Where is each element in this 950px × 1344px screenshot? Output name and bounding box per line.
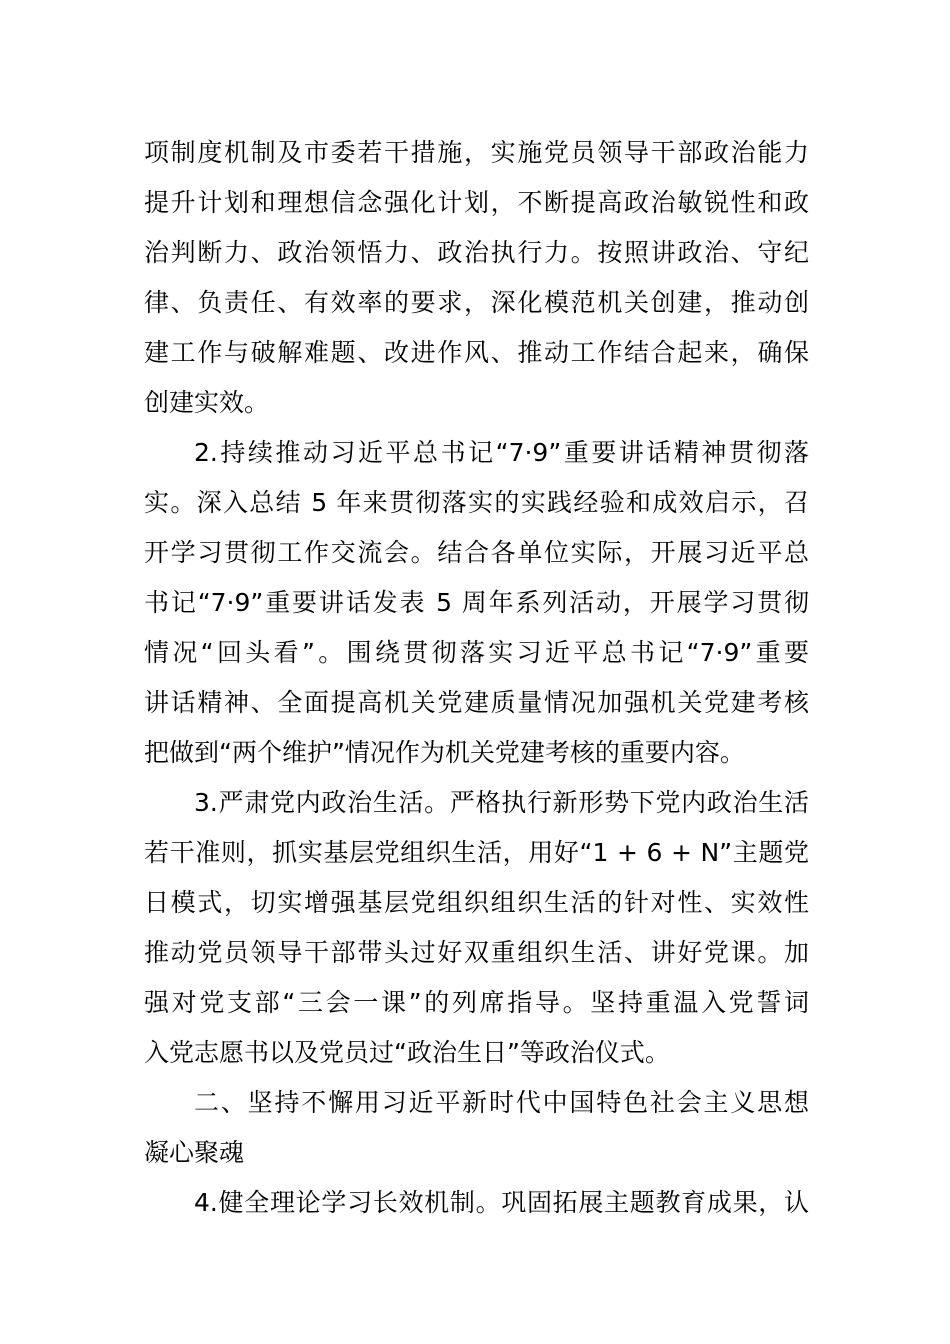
text-line: 书记“7·9”重要讲话发表 5 周年系列活动，开展学习贯彻 xyxy=(144,588,809,617)
section-heading: 凝心聚魂 xyxy=(144,1138,245,1167)
text-line: 讲话精神、全面提高机关党建质量情况加强机关党建考核 xyxy=(144,688,809,717)
text-line: 入党志愿书以及党员过“政治生日”等政治仪式。 xyxy=(144,1038,670,1067)
text-line: 律、负责任、有效率的要求，深化模范机关创建，推动创 xyxy=(144,288,809,317)
text-line: 开学习贯彻工作交流会。结合各单位实际，开展习近平总 xyxy=(144,538,809,567)
text-line: 把做到“两个维护”情况作为机关党建考核的重要内容。 xyxy=(144,738,745,767)
text-line: 创建实效。 xyxy=(144,388,270,417)
text-line: 建工作与破解难题、改进作风、推动工作结合起来，确保 xyxy=(144,338,809,367)
text-line: 项制度机制及市委若干措施，实施党员领导干部政治能力 xyxy=(144,138,809,167)
text-line: 实。深入总结 5 年来贯彻落实的实践经验和成效启示，召 xyxy=(144,488,809,517)
text-line: 若干准则，抓实基层党组织生活，用好“1 + 6 + N”主题党 xyxy=(144,838,809,867)
text-line: 情况“回头看”。围绕贯彻落实习近平总书记“7·9”重要 xyxy=(144,638,809,667)
text-line: 推动党员领导干部带头过好双重组织生活、讲好党课。加 xyxy=(144,938,809,967)
text-line: 日模式，切实增强基层党组织组织生活的针对性、实效性 xyxy=(144,888,809,917)
text-line: 提升计划和理想信念强化计划，不断提高政治敏锐性和政 xyxy=(144,188,809,217)
section-heading: 二、坚持不懈用习近平新时代中国特色社会主义思想 xyxy=(194,1088,809,1117)
text-line: 3.严肃党内政治生活。严格执行新形势下党内政治生活 xyxy=(194,788,809,817)
text-line: 2.持续推动习近平总书记“7·9”重要讲话精神贯彻落 xyxy=(194,438,809,467)
text-line: 4.健全理论学习长效机制。巩固拓展主题教育成果，认 xyxy=(194,1188,809,1217)
body-text xyxy=(144,128,809,1228)
text-line: 治判断力、政治领悟力、政治执行力。按照讲政治、守纪 xyxy=(144,238,809,267)
text-line: 强对党支部“三会一课”的列席指导。坚持重温入党誓词 xyxy=(144,988,809,1017)
